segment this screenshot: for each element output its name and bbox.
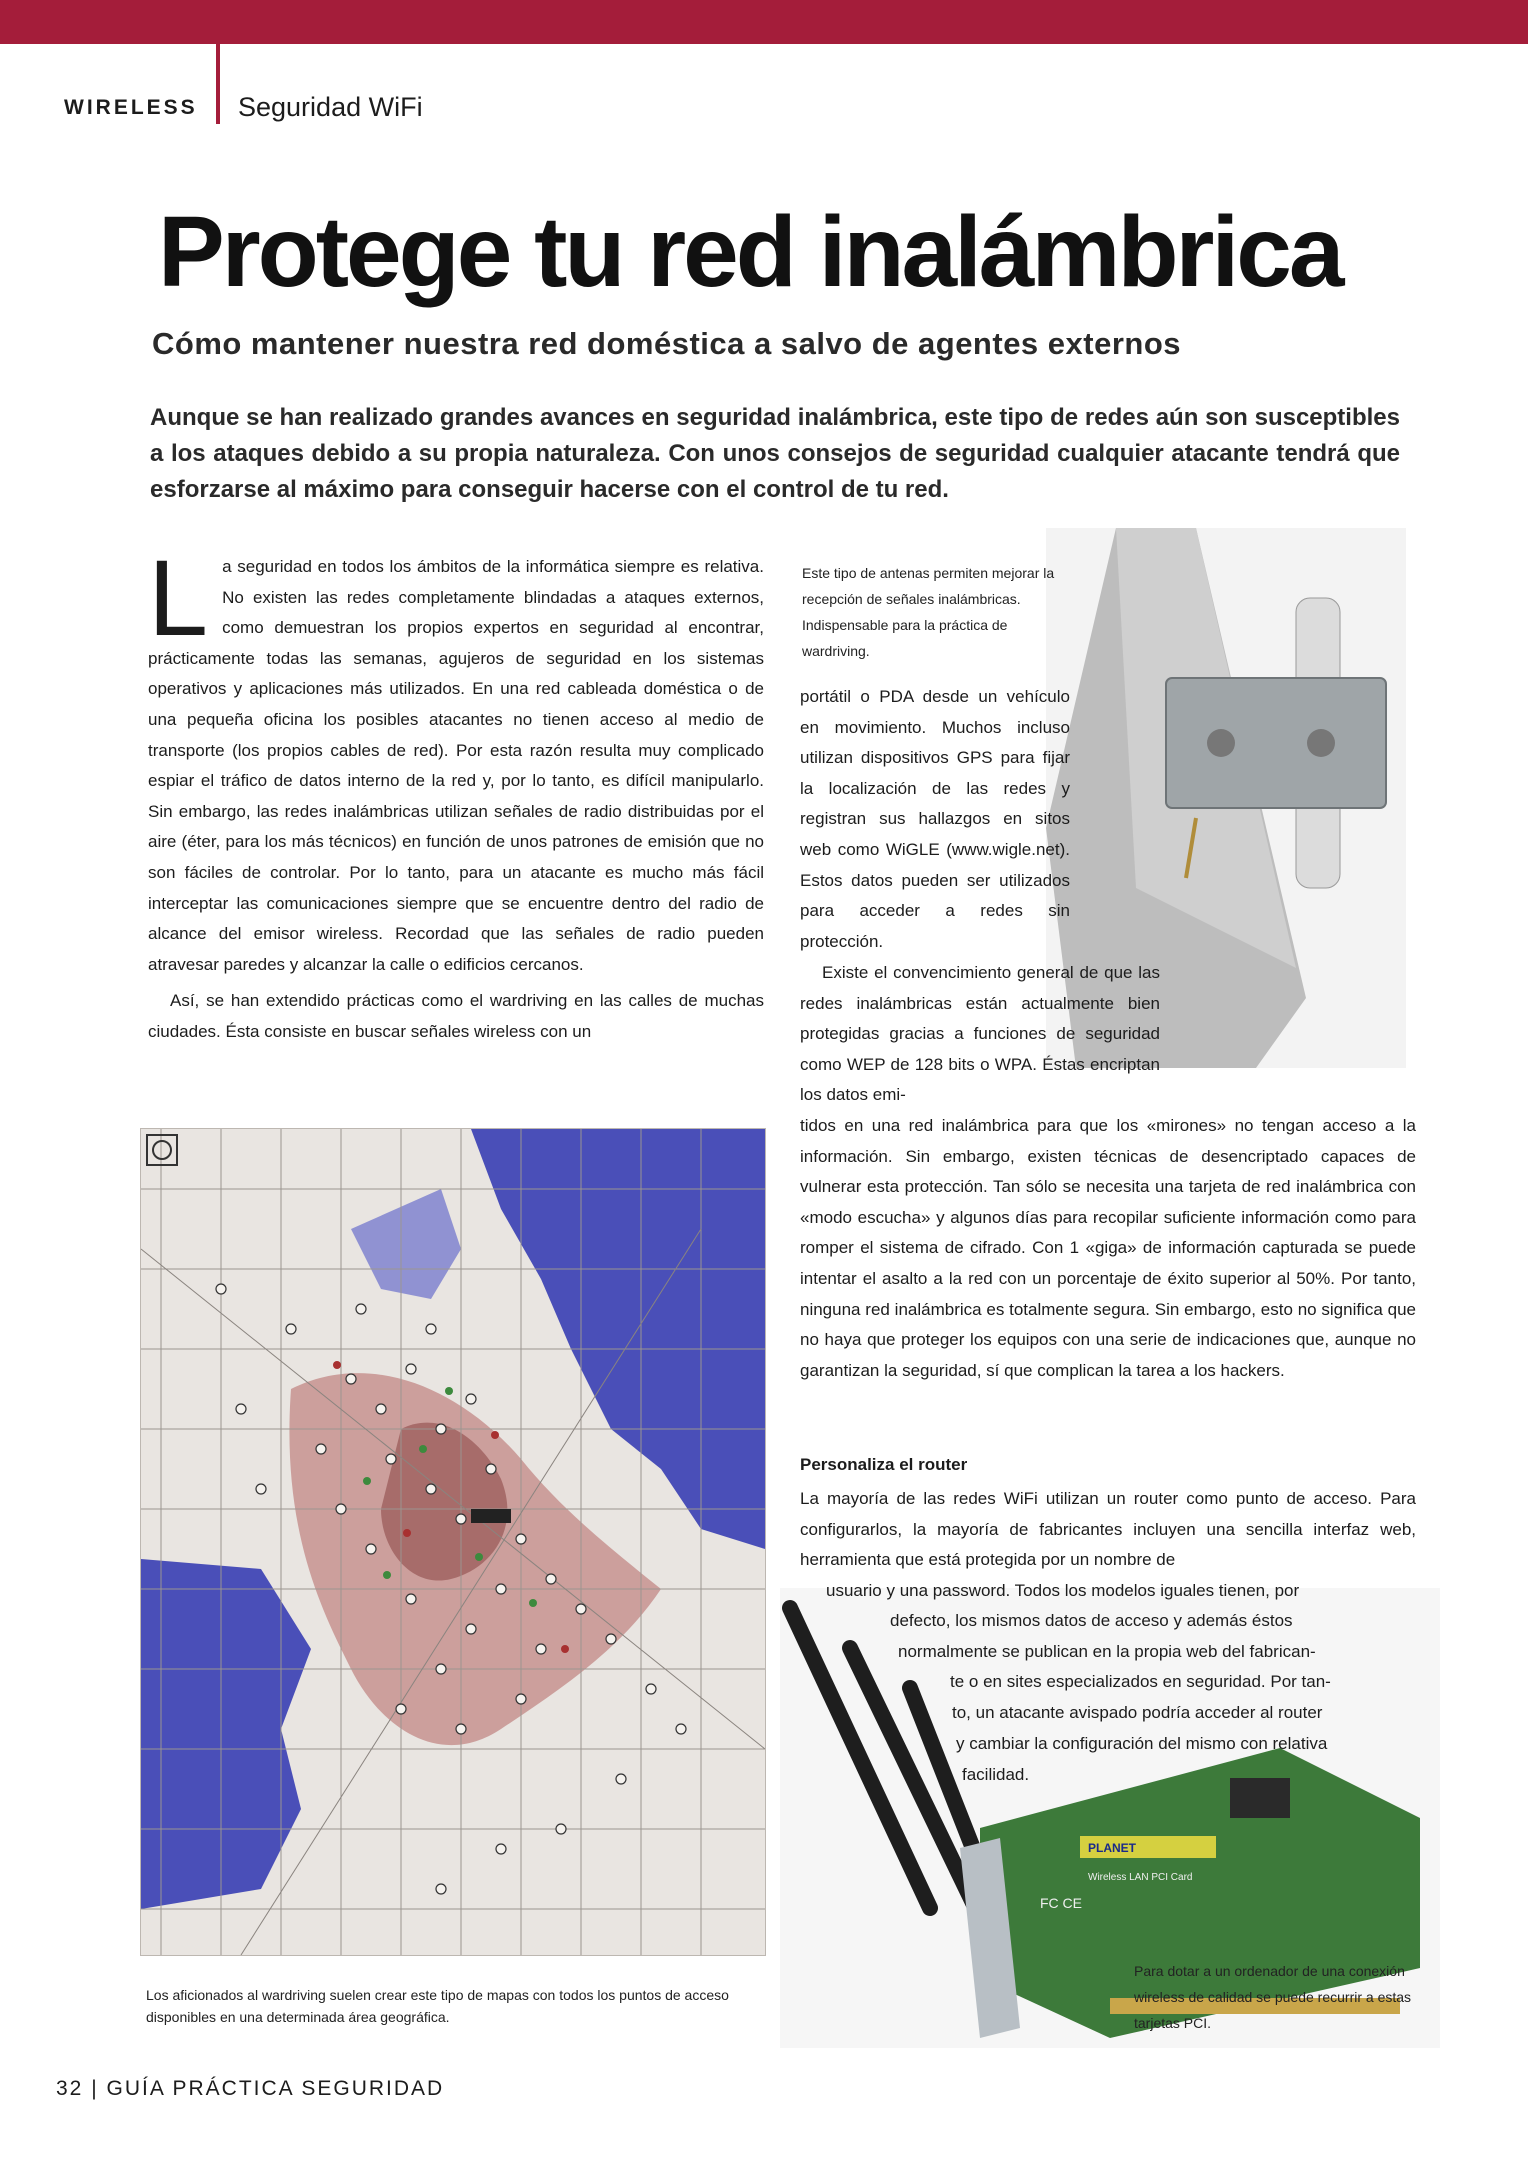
column2-paragraph-3f: to, un atacante avispado podría acceder al router <box>952 1703 1323 1722</box>
section-title: Seguridad WiFi <box>238 92 423 122</box>
column2-paragraph-3e: te o en sites especializados en seguridad. Por tan- <box>950 1672 1331 1691</box>
column2-paragraph-3g: y cambiar la configuración del mismo con relativa <box>956 1734 1328 1753</box>
column2-paragraph-2a: Existe el convencimiento general de que las redes inalámbricas están actualmente bien protegidas gracias a funciones de seguridad como WEP de 128 bits o WPA. Éstas encriptan los datos emi- <box>800 963 1160 1105</box>
article-subtitle: Cómo mantener nuestra red doméstica a salvo de agentes externos <box>152 326 1182 361</box>
top-color-bar <box>0 0 1528 44</box>
card-certs: FC CE <box>1040 1895 1082 1911</box>
section-label: WIRELESS <box>64 96 198 119</box>
article-title: Protege tu red inalámbrica <box>158 196 1342 308</box>
map-caption: Los aficionados al wardriving suelen crear este tipo de mapas con todos los puntos de acceso disponibles en una determinada área geográfica. <box>146 1987 729 2025</box>
wardriving-map-image <box>140 1128 766 1956</box>
card-brand: PLANET <box>1088 1841 1136 1855</box>
column2-paragraph-3a: La mayoría de las redes WiFi utilizan un router como punto de acceso. Para configurarlos, la mayoría de fabricantes incluyen una sencilla interfaz web, herramienta que está protegida por un nombre de <box>800 1489 1416 1570</box>
map-illustration <box>141 1129 765 1955</box>
column2-paragraph-3b: usuario y una password. Todos los modelos iguales tienen, por <box>826 1581 1300 1600</box>
paragraph-2: Así, se han extendido prácticas como el wardriving en las calles de muchas ciudades. Ésta consiste en buscar señales wireless con un <box>148 991 764 1041</box>
antenna-bracket <box>1166 678 1386 808</box>
lead-paragraph: Aunque se han realizado grandes avances en seguridad inalámbrica, este tipo de redes aún son susceptibles a los ataques debido a su propia naturaleza. Con unos consejos de seguridad cualquier atacante tendrá que esforzarse al máximo para conseguir hacerse con el control de tu red. <box>150 404 1400 503</box>
column-left <box>148 537 764 1048</box>
antenna-caption: Este tipo de antenas permiten mejorar la recepción de señales inalámbricas. Indispensable para la práctica de wardriving. <box>802 565 1055 659</box>
column2-paragraph-1: portátil o PDA desde un vehículo en movimiento. Muchos incluso utilizan dispositivos GPS para fijar la localización de las redes y registran sus hallazgos en sitos web como WiGLE (www.wigle.net). Estos datos pueden ser utilizados para acceder a redes sin protección. <box>800 687 1070 951</box>
paragraph-1 <box>148 537 764 980</box>
subheading-router: Personaliza el router <box>800 1455 968 1474</box>
drop-cap: L <box>148 537 209 658</box>
column2-paragraph-3h: facilidad. <box>962 1765 1030 1784</box>
page-footer: 32 | GUÍA PRÁCTICA SEGURIDAD <box>56 2077 445 2100</box>
column2-paragraph-2b: tidos en una red inalámbrica para que los «mirones» no tengan acceso a la información. Sin embargo, existen técnicas de desencriptado capaces de vulnerar esta protección. Tan sólo se necesita una tarjeta de red inalámbrica con «modo escucha» y algunos días para recopilar suficiente información como para romper el sistema de cifrado. Con 1 «giga» de información capturada se puede intentar el asalto a la red con un porcentaje de éxito superior al 50%. Por tanto, ninguna red inalámbrica es totalmente segura. Sin embargo, esto no significa que no haya que proteger los equipos con una serie de indicaciones que, aunque no garantizan la seguridad, sí que complican la tarea a los hackers. <box>800 1116 1416 1380</box>
card-model: Wireless LAN PCI Card <box>1088 1872 1193 1883</box>
paragraph-1-text: a seguridad en todos los ámbitos de la informática siempre es relativa. No existen las redes completamente blindadas a ataques externos, como demuestran los propios expertos en seguridad al encontrar, prácticamente todas las semanas, agujeros de seguridad en los sistemas operativos y aplicaciones más utilizados. En una red cableada doméstica o de una pequeña oficina los posibles atacantes no tienen acceso al medio de transporte (los propios cables de red). Por esta razón resulta muy complicado espiar el tráfico de datos interno de la red y, por lo tanto, es difícil manipularlo. Sin embargo, las redes inalámbricas utilizan señales de radio distribuidas por el aire (éter, para los más técnicos) en función de unos patrones de emisión que no son fáciles de controlar. Por lo tanto, para un atacante es mucho más fácil interceptar las comunicaciones siempre que se encuentre dentro del radio de alcance del emisor wireless. Recordad que las señales de radio pueden atravesar paredes y alcanzar la calle o edificios cercanos. <box>148 557 764 974</box>
column2-paragraph-3d: normalmente se publican en la propia web del fabrican- <box>898 1642 1316 1661</box>
section-divider <box>216 44 220 124</box>
card-caption: Para dotar a un ordenador de una conexión wireless de calidad se puede recurrir a estas tarjetas PCI. <box>1134 1963 1412 2031</box>
column2-paragraph-3c: defecto, los mismos datos de acceso y además éstos <box>890 1611 1293 1630</box>
